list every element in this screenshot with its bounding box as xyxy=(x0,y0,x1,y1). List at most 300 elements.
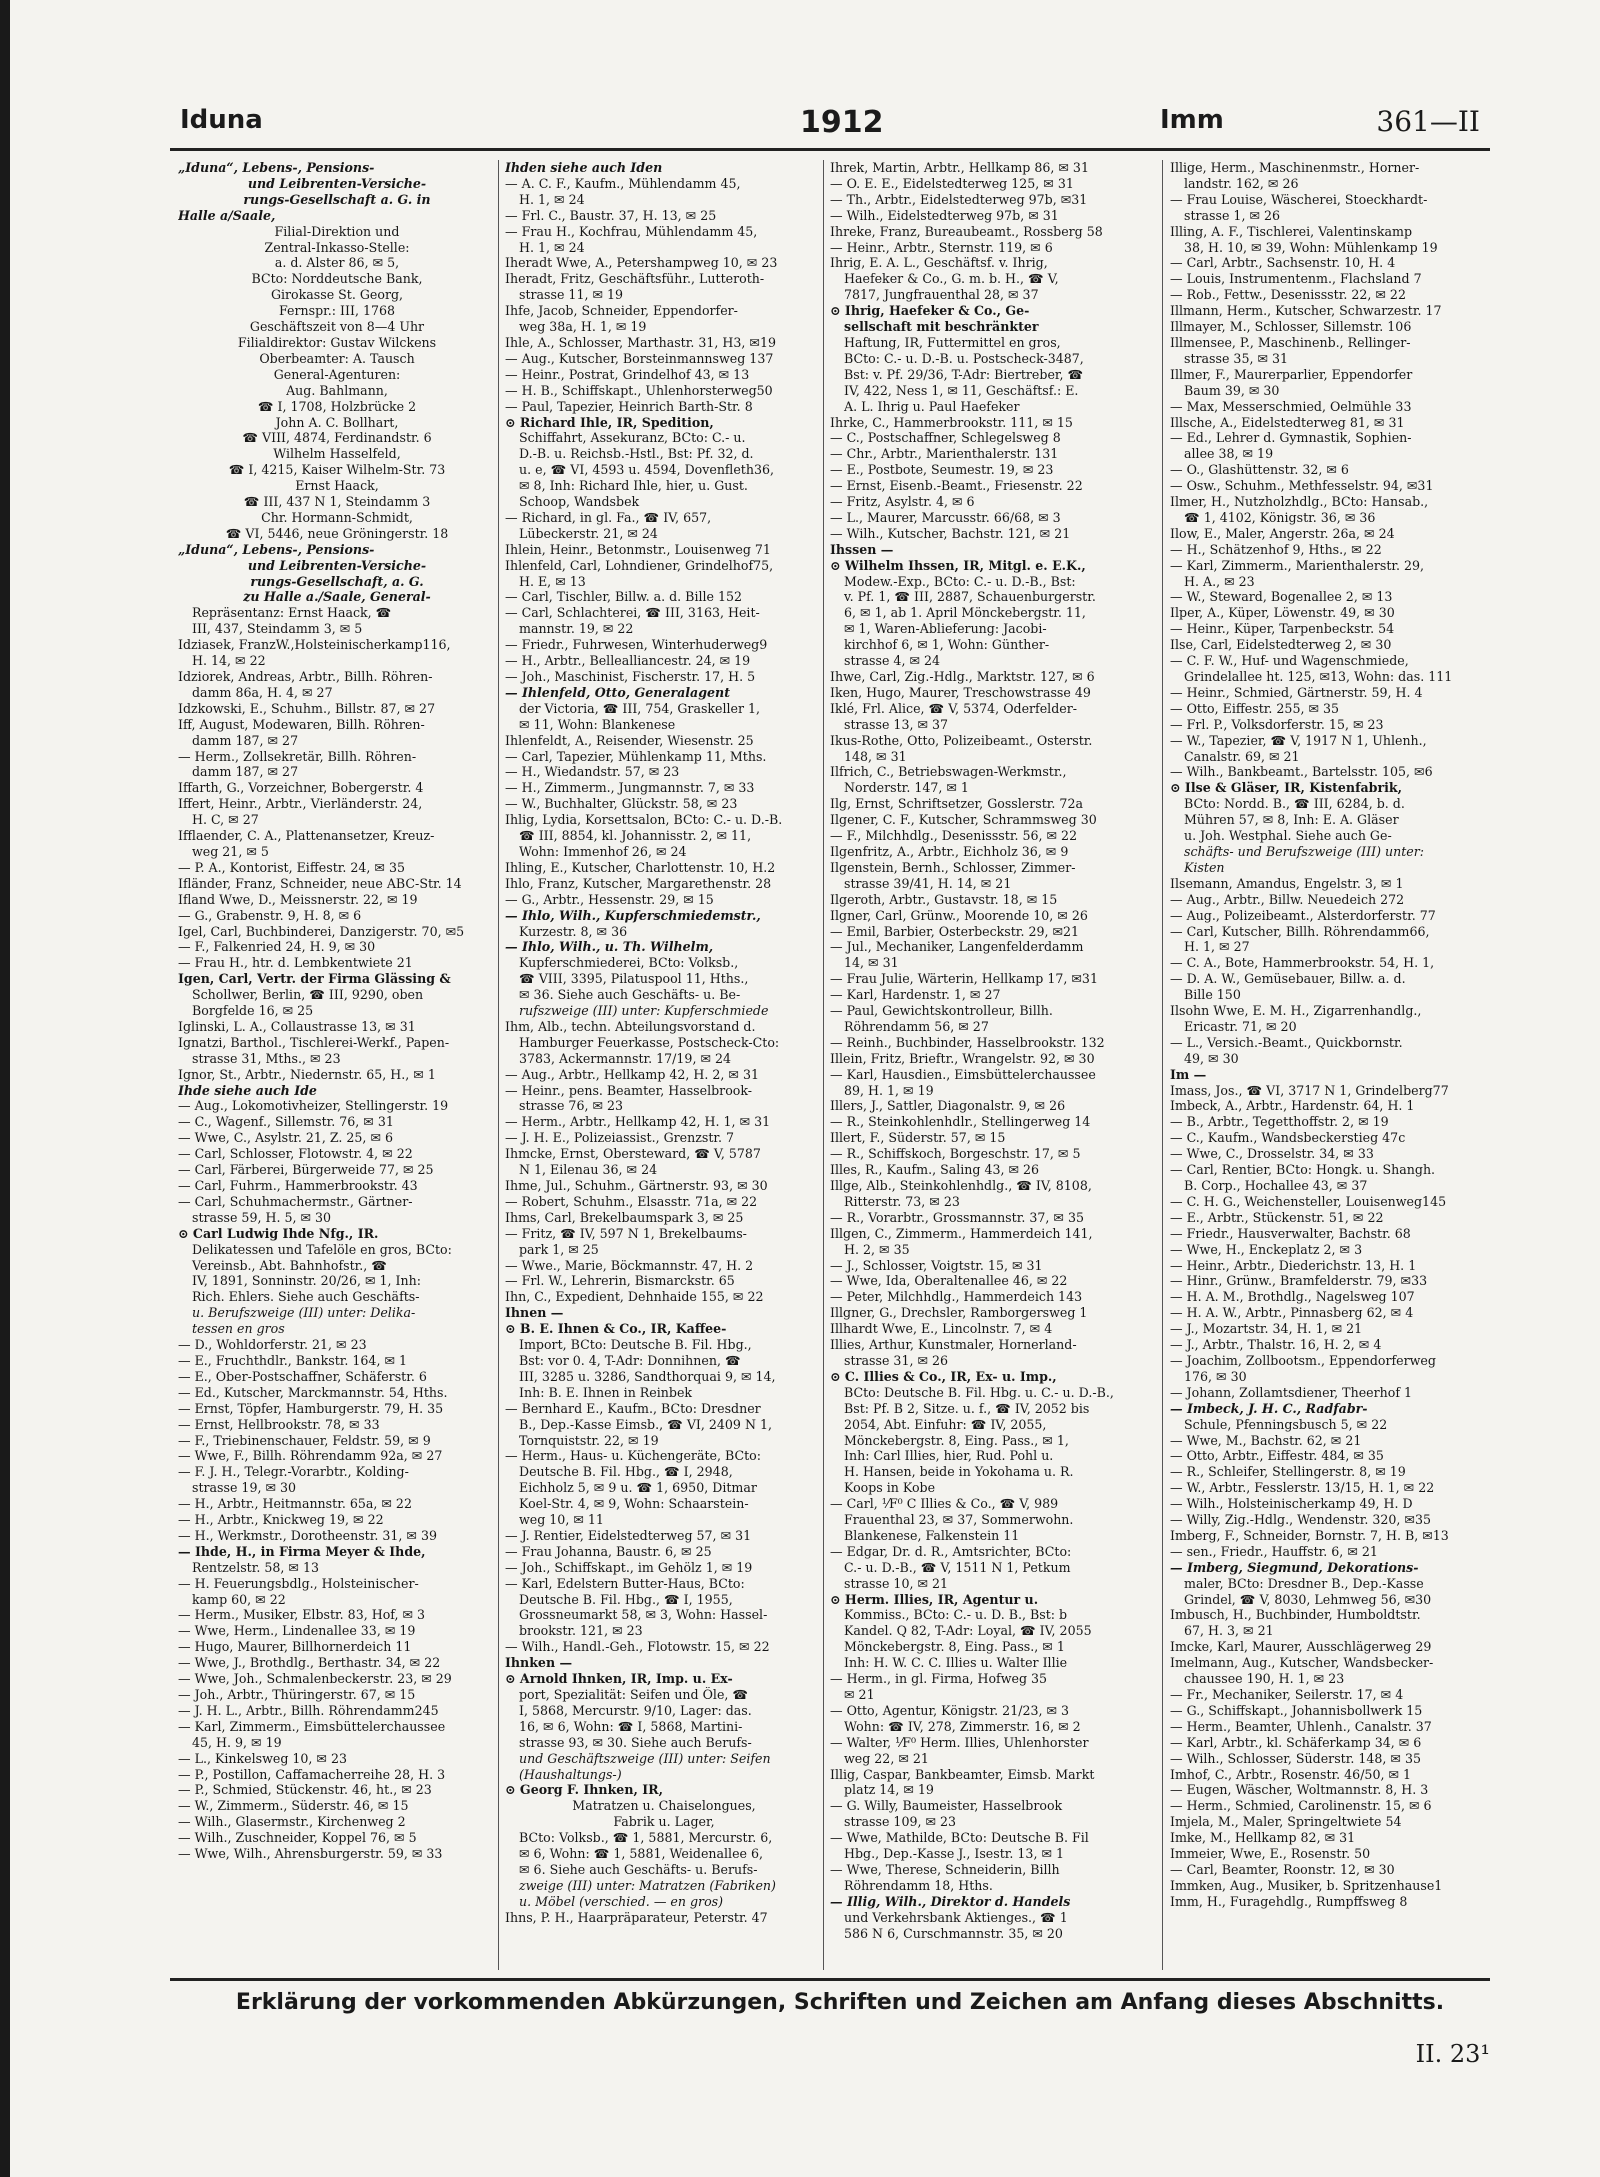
directory-entry-line: — Friedr., Hausverwalter, Bachstr. 68 xyxy=(1170,1225,1411,1241)
directory-column-1 xyxy=(178,160,496,1970)
directory-entry-line: Imbusch, H., Buchbinder, Humboldtstr. xyxy=(1170,1607,1421,1623)
directory-entry-line: Inh: Carl Illies, hier, Rud. Pohl u. xyxy=(844,1448,1054,1464)
directory-entry-line: ✉ 8, Inh: Richard Ihle, hier, u. Gust. xyxy=(519,478,748,494)
directory-entry-line: — Ihde, H., in Firma Meyer & Ihde, xyxy=(178,1543,426,1559)
directory-entry-line: — W., Steward, Bogenallee 2, ✉ 13 xyxy=(1170,589,1393,605)
directory-entry-line: Koel-Str. 4, ✉ 9, Wohn: Schaarstein- xyxy=(519,1496,749,1512)
directory-entry-line: Ihssen — xyxy=(830,541,894,557)
directory-entry-line: — Frl. P., Volksdorferstr. 15, ✉ 23 xyxy=(1170,716,1384,732)
directory-entry-line: — E., Ober-Postschaffner, Schäferstr. 6 xyxy=(178,1368,427,1384)
directory-entry-line: Ilmer, H., Nutzholzhdlg., BCto: Hansab., xyxy=(1170,494,1429,510)
directory-entry-line: Illing, A. F., Tischlerei, Valentinskamp xyxy=(1170,223,1413,239)
directory-entry-line: Bst: v. Pf. 29/36, T-Adr: Biertreber, ☎ xyxy=(844,366,1084,382)
directory-entry-line: Kupferschmiederei, BCto: Volksb., xyxy=(519,955,739,971)
directory-entry-line: — C., Wagenf., Sillemstr. 76, ✉ 31 xyxy=(178,1114,394,1130)
directory-entry-line: — F., Falkenried 24, H. 9, ✉ 30 xyxy=(178,939,376,955)
directory-entry-line: — Wwe, C., Drosselstr. 34, ✉ 33 xyxy=(1170,1146,1374,1162)
directory-entry-line: — Joh., Maschinist, Fischerstr. 17, H. 5 xyxy=(505,669,756,684)
directory-entry-line: Illmensee, P., Maschinenb., Rellinger- xyxy=(1170,334,1411,350)
directory-entry-line: — Wilh., Handl.-Geh., Flotowstr. 15, ✉ 22 xyxy=(505,1639,770,1655)
directory-entry-line: Borgfelde 16, ✉ 25 xyxy=(192,1003,314,1019)
directory-entry-line: — Aug., Lokomotivheizer, Stellingerstr. 19 xyxy=(178,1098,449,1114)
directory-entry-line: Illsche, A., Eidelstedterweg 81, ✉ 31 xyxy=(1170,414,1405,430)
directory-entry-line: Frauenthal 23, ✉ 37, Sommerwohn. xyxy=(844,1512,1074,1528)
directory-entry-line: Ilgner, Carl, Grünw., Moorende 10, ✉ 26 xyxy=(830,907,1088,923)
directory-entry-line: u. Joh. Westphal. Siehe auch Ge- xyxy=(1184,828,1392,844)
directory-entry-line: A. L. Ihrig u. Paul Haefeker xyxy=(844,398,1020,414)
directory-entry-line: — Wwe, Wilh., Ahrensburgerstr. 59, ✉ 33 xyxy=(178,1846,443,1862)
directory-entry-line: Ilgener, C. F., Kutscher, Schrammsweg 30 xyxy=(830,812,1097,828)
directory-entry-line: Fernspr.: III, 1768 xyxy=(278,303,396,319)
directory-entry-line: allee 38, ✉ 19 xyxy=(1184,446,1274,462)
directory-entry-line: — Frau H., htr. d. Lembkentwiete 21 xyxy=(178,955,413,971)
directory-entry-line: Chr. Hormann-Schmidt, xyxy=(261,509,413,525)
directory-entry-line: — Ed., Lehrer d. Gymnastik, Sophien- xyxy=(1170,430,1412,446)
directory-entry-line: — Aug., Arbtr., Billw. Neuedeich 272 xyxy=(1170,891,1405,907)
directory-entry-line: Illers, J., Sattler, Diagonalstr. 9, ✉ 26 xyxy=(830,1098,1066,1114)
directory-entry-line: — C. H. G., Weichensteller, Louisenweg145 xyxy=(1170,1193,1447,1209)
directory-entry-line: Canalstr. 69, ✉ 21 xyxy=(1184,748,1300,764)
directory-entry-line: Ilgenstein, Bernh., Schlosser, Zimmer- xyxy=(830,859,1076,875)
directory-entry-line: Aug. Bahlmann, xyxy=(286,382,388,398)
directory-entry-line: weg 22, ✉ 21 xyxy=(844,1750,929,1766)
directory-entry-line: Oberbeamter: A. Tausch xyxy=(259,350,415,366)
directory-entry-line: v. Pf. 1, ☎ III, 2887, Schauenburgerstr. xyxy=(844,589,1096,605)
directory-entry-line: Ilse, Carl, Eidelstedterweg 2, ✉ 30 xyxy=(1170,637,1392,653)
directory-entry-line: — Wwe, Herm., Lindenallee 33, ✉ 19 xyxy=(178,1623,416,1639)
directory-entry-line: Ihms, Carl, Brekelbaumspark 3, ✉ 25 xyxy=(505,1209,744,1225)
directory-entry-line: weg 21, ✉ 5 xyxy=(192,843,269,859)
directory-entry-line: BCto: C.- u. D.-B. u. Postscheck-3487, xyxy=(844,350,1084,366)
directory-entry-line: — H. B., Schiffskapt., Uhlenhorsterweg50 xyxy=(505,382,773,398)
directory-entry-line: — Carl, Beamter, Roonstr. 12, ✉ 30 xyxy=(1170,1861,1395,1877)
directory-entry-line: Illige, Herm., Maschinenmstr., Horner- xyxy=(1170,160,1420,175)
directory-entry-line: Deutsche B. Fil. Hbg., ☎ I, 2948, xyxy=(519,1464,733,1480)
directory-entry-line: — Frl. C., Baustr. 37, H. 13, ✉ 25 xyxy=(505,207,717,223)
directory-entry-line: Schoop, Wandsbek xyxy=(519,494,640,510)
directory-entry-line: — O. E. E., Eidelstedterweg 125, ✉ 31 xyxy=(830,175,1074,191)
directory-entry-line: — C., Postschaffner, Schlegelsweg 8 xyxy=(830,430,1061,446)
directory-entry-line: — Heinr., Küper, Tarpenbeckstr. 54 xyxy=(1170,621,1395,637)
directory-entry-line: strasse 76, ✉ 23 xyxy=(519,1098,624,1114)
directory-entry-line: ☎ 1, 4102, Königstr. 36, ✉ 36 xyxy=(1184,509,1376,525)
directory-entry-line: Imcke, Karl, Maurer, Ausschlägerweg 29 xyxy=(1170,1639,1432,1655)
directory-entry-line: — Carl, Schlachterei, ☎ III, 3163, Heit- xyxy=(505,605,760,621)
directory-column-3 xyxy=(830,160,1148,1970)
directory-entry-line: — Peter, Milchhdlg., Hammerdeich 143 xyxy=(830,1289,1083,1305)
directory-entry-line: Haefeker & Co., G. m. b. H., ☎ V, xyxy=(844,271,1059,287)
directory-entry-line: Zentral-Inkasso-Stelle: xyxy=(264,239,410,255)
directory-entry-line: — P. A., Kontorist, Eiffestr. 24, ✉ 35 xyxy=(178,859,406,875)
directory-entry-line: Ifflaender, C. A., Plattenansetzer, Kreuz- xyxy=(178,828,435,844)
directory-entry-line: 89, H. 1, ✉ 19 xyxy=(844,1082,934,1098)
directory-entry-line: — Johann, Zollamtsdiener, Theerhof 1 xyxy=(1170,1384,1412,1400)
directory-entry-line: — Wwe, Therese, Schneiderin, Billh xyxy=(830,1861,1060,1877)
directory-entry-line: 38, H. 10, ✉ 39, Wohn: Mühlenkamp 19 xyxy=(1184,239,1438,255)
directory-entry-line: — H. A. W., Arbtr., Pinnasberg 62, ✉ 4 xyxy=(1170,1305,1414,1321)
signature-mark: II. 23¹ xyxy=(1415,2040,1490,2068)
directory-entry-line: Ifland Wwe, D., Meissnerstr. 22, ✉ 19 xyxy=(178,891,418,907)
directory-entry-line: Grossneumarkt 58, ✉ 3, Wohn: Hassel- xyxy=(519,1607,768,1623)
directory-entry-line: Ignor, St., Arbtr., Niedernstr. 65, H., ✉ 1 xyxy=(178,1066,436,1082)
directory-entry-line: — R., Schleifer, Stellingerstr. 8, ✉ 19 xyxy=(1170,1464,1406,1480)
directory-entry-line: — Frl. W., Lehrerin, Bismarckstr. 65 xyxy=(505,1273,735,1289)
directory-entry-line: Eichholz 5, ✉ 9 u. ☎ 1, 6950, Ditmar xyxy=(519,1480,757,1496)
directory-entry-line: Imke, M., Hellkamp 82, ✉ 31 xyxy=(1170,1830,1356,1846)
directory-entry-line: Hamburger Feuerkasse, Postscheck-Cto: xyxy=(519,1034,780,1050)
directory-entry-line: Ifländer, Franz, Schneider, neue ABC-Str. 14 xyxy=(178,875,462,891)
directory-entry-line: — Ihlenfeld, Otto, Generalagent xyxy=(505,684,731,700)
directory-entry-line: H. C, ✉ 27 xyxy=(192,812,259,828)
directory-entry-line: ⊙ Arnold Ihnken, IR, Imp. u. Ex- xyxy=(505,1671,733,1687)
directory-entry-line: tessen en gros xyxy=(192,1321,285,1337)
directory-entry-line: — D., Wohldorferstr. 21, ✉ 23 xyxy=(178,1337,367,1353)
directory-entry-line: Igel, Carl, Buchbinderei, Danzigerstr. 70, ✉5 xyxy=(178,923,465,939)
directory-entry-line: — Carl, Kutscher, Billh. Röhrendamm66, xyxy=(1170,923,1430,939)
directory-entry-line: Röhrendamm 18, Hths. xyxy=(844,1877,993,1893)
directory-entry-line: Grindelallee ht. 125, ✉13, Wohn: das. 111 xyxy=(1184,669,1453,684)
directory-entry-line: ⊙ Georg F. Ihnken, IR, xyxy=(505,1782,663,1798)
directory-entry-line: damm 187, ✉ 27 xyxy=(192,732,299,748)
directory-entry-line: Illge, Alb., Steinkohlenhdlg., ☎ IV, 8108, xyxy=(830,1178,1092,1193)
directory-entry-line: Iff, August, Modewaren, Billh. Röhren- xyxy=(178,716,425,732)
directory-entry-line: — Joh., Schiffskapt., im Gehölz 1, ✉ 19 xyxy=(505,1559,753,1575)
directory-entry-line: Ihle, A., Schlosser, Marthastr. 31, H3, ✉19 xyxy=(505,334,776,350)
directory-entry-line: weg 38a, H. 1, ✉ 19 xyxy=(519,319,647,335)
directory-entry-line: Illies, Arthur, Kunstmaler, Hornerland- xyxy=(830,1337,1077,1353)
directory-entry-line: H. E, ✉ 13 xyxy=(519,573,586,589)
directory-entry-line: — Karl, Zimmerm., Marienthalerstr. 29, xyxy=(1170,557,1425,573)
directory-entry-line: BCto: Volksb., ☎ 1, 5881, Mercurstr. 6, xyxy=(519,1830,773,1846)
directory-entry-line: — J. H. E., Polizeiassist., Grenzstr. 7 xyxy=(505,1130,735,1146)
directory-entry-line: Ihns, P. H., Haarpräparateur, Peterstr. 47 xyxy=(505,1909,768,1925)
directory-entry-line: Ihreke, Franz, Bureaubeamt., Rossberg 58 xyxy=(830,223,1103,239)
directory-entry-line: — E., Arbtr., Stückenstr. 51, ✉ 22 xyxy=(1170,1209,1384,1225)
directory-entry-line: Ihrig, E. A. L., Geschäftsf. v. Ihrig, xyxy=(830,255,1048,271)
directory-entry-line: Ihlig, Lydia, Korsettsalon, BCto: C.- u. D.-B. xyxy=(505,812,783,828)
directory-entry-line: strasse 10, ✉ 21 xyxy=(844,1575,949,1591)
directory-entry-line: — Ed., Kutscher, Marckmannstr. 54, Hths. xyxy=(178,1384,448,1400)
directory-entry-line: Ihnen — xyxy=(505,1305,564,1321)
directory-entry-line: — Wwe, F., Billh. Röhrendamm 92a, ✉ 27 xyxy=(178,1448,443,1464)
directory-entry-line: Kandel. Q 82, T-Adr: Loyal, ☎ IV, 2055 xyxy=(844,1623,1092,1639)
directory-entry-line: strasse 4, ✉ 24 xyxy=(844,653,941,669)
directory-entry-line: 148, ✉ 31 xyxy=(844,748,907,764)
directory-entry-line: Bille 150 xyxy=(1184,987,1241,1003)
directory-entry-line: Ignatzi, Barthol., Tischlerei-Werkf., Papen- xyxy=(178,1034,450,1050)
directory-entry-line: Illes, R., Kaufm., Saling 43, ✉ 26 xyxy=(830,1162,1040,1178)
directory-entry-line: u. Berufszweige (III) unter: Delika- xyxy=(192,1305,416,1321)
directory-entry-line: Ihm, Alb., techn. Abteilungsvorstand d. xyxy=(505,1018,756,1034)
directory-entry-line: — Carl, Fuhrm., Hammerbrookstr. 43 xyxy=(178,1178,418,1193)
directory-entry-line: General-Agenturen: xyxy=(273,366,401,382)
directory-entry-line: Ihlenfeld, Carl, Lohndiener, Grindelhof75, xyxy=(505,557,774,573)
directory-entry-line: — Carl, Schuhmachermstr., Gärtner- xyxy=(178,1193,413,1209)
directory-entry-line: — Ihlo, Wilh., u. Th. Wilhelm, xyxy=(505,939,714,955)
directory-entry-line: Grindel, ☎ V, 8030, Lehmweg 56, ✉30 xyxy=(1184,1591,1432,1607)
directory-entry-line: — H. Feuerungsbdlg., Holsteinischer- xyxy=(178,1575,419,1591)
directory-entry-line: Wohn: ☎ IV, 278, Zimmerstr. 16, ✉ 2 xyxy=(844,1718,1081,1734)
directory-entry-line: — G., Grabenstr. 9, H. 8, ✉ 6 xyxy=(178,907,362,923)
directory-entry-line: Inh: B. E. Ihnen in Reinbek xyxy=(519,1384,693,1400)
header-left-term: Iduna xyxy=(180,105,263,135)
directory-entry-line: Imelmann, Aug., Kutscher, Wandsbecker- xyxy=(1170,1655,1434,1671)
directory-entry-line: — Robert, Schuhm., Elsasstr. 71a, ✉ 22 xyxy=(505,1193,758,1209)
directory-entry-line: — R., Schiffskoch, Borgeschstr. 17, ✉ 5 xyxy=(830,1146,1081,1162)
directory-entry-line: Girokasse St. Georg, xyxy=(270,287,404,303)
directory-entry-line: — Frau H., Kochfrau, Mühlendamm 45, xyxy=(505,223,758,239)
directory-entry-line: Ihde siehe auch Ide xyxy=(178,1082,317,1098)
directory-entry-line: — Heinr., Postrat, Grindelhof 43, ✉ 13 xyxy=(505,366,750,382)
directory-entry-line: Delikatessen und Tafelöle en gros, BCto: xyxy=(192,1241,452,1257)
directory-entry-line: — R., Steinkohlenhdlr., Stellingerweg 14 xyxy=(830,1114,1091,1130)
header-year: 1912 xyxy=(800,105,884,140)
directory-entry-line: — Carl, Färberei, Bürgerweide 77, ✉ 25 xyxy=(178,1162,434,1178)
directory-entry-line: — O., Glashüttenstr. 32, ✉ 6 xyxy=(1170,462,1349,478)
directory-entry-line: Illein, Fritz, Brieftr., Wrangelstr. 92, ✉ 30 xyxy=(830,1050,1095,1066)
directory-entry-line: Ihrke, C., Hammerbrookstr. 111, ✉ 15 xyxy=(830,414,1073,430)
directory-entry-line: — Herm., Haus- u. Küchengeräte, BCto: xyxy=(505,1448,761,1464)
directory-entry-line: Kurzestr. 8, ✉ 36 xyxy=(519,923,628,939)
footer-rule xyxy=(170,1978,1490,1981)
directory-entry-line: Ilgeroth, Arbtr., Gustavstr. 18, ✉ 15 xyxy=(830,891,1058,907)
directory-entry-line: Ilg, Ernst, Schriftsetzer, Gosslerstr. 72a xyxy=(830,796,1083,812)
directory-entry-line: Iken, Hugo, Maurer, Treschowstrasse 49 xyxy=(830,684,1091,700)
directory-entry-line: strasse 35, ✉ 31 xyxy=(1184,350,1289,366)
directory-entry-line: Wohn: Immenhof 26, ✉ 24 xyxy=(519,843,687,859)
directory-entry-line: 49, ✉ 30 xyxy=(1184,1050,1239,1066)
directory-entry-line: 6, ✉ 1, ab 1. April Mönckebergstr. 11, xyxy=(844,605,1086,621)
directory-entry-line: BCto: Deutsche B. Fil. Hbg. u. C.- u. D.-B., xyxy=(844,1384,1114,1400)
directory-entry-line: — J. Rentier, Eidelstedterweg 57, ✉ 31 xyxy=(505,1527,752,1543)
directory-entry-line: — W., Tapezier, ☎ V, 1917 N 1, Uhlenh., xyxy=(1170,732,1427,748)
directory-entry-line: Mönckebergstr. 8, Eing. Pass., ✉ 1 xyxy=(844,1639,1065,1655)
directory-entry-line: — Wwe, Mathilde, BCto: Deutsche B. Fil xyxy=(830,1830,1089,1846)
directory-entry-line: Hbg., Dep.-Kasse J., Isestr. 13, ✉ 1 xyxy=(844,1846,1065,1862)
directory-entry-line: Matratzen u. Chaiselongues, xyxy=(572,1798,756,1814)
directory-entry-line: Ilper, A., Küper, Löwenstr. 49, ✉ 30 xyxy=(1170,605,1395,621)
directory-entry-line: — Wwe, Ida, Oberaltenallee 46, ✉ 22 xyxy=(830,1273,1068,1289)
directory-entry-line: strasse 31, Mths., ✉ 23 xyxy=(192,1050,341,1066)
directory-entry-line: ☎ III, 8854, kl. Johannisstr. 2, ✉ 11, xyxy=(519,828,752,844)
directory-entry-line: Imass, Jos., ☎ VI, 3717 N 1, Grindelberg77 xyxy=(1170,1082,1449,1098)
directory-entry-line: Tornquiststr. 22, ✉ 19 xyxy=(519,1432,659,1448)
directory-entry-line: — Bernhard E., Kaufm., BCto: Dresdner xyxy=(505,1400,761,1416)
directory-entry-line: ☎ I, 1708, Holzbrücke 2 xyxy=(257,398,417,414)
directory-entry-line: brookstr. 121, ✉ 23 xyxy=(519,1623,643,1639)
directory-entry-line: ☎ VIII, 4874, Ferdinandstr. 6 xyxy=(242,430,432,446)
directory-entry-line: 16, ✉ 6, Wohn: ☎ I, 5868, Martini- xyxy=(519,1718,743,1734)
directory-entry-line: a. d. Alster 86, ✉ 5, xyxy=(274,255,400,271)
directory-entry-line: — A. C. F., Kaufm., Mühlendamm 45, xyxy=(505,175,741,191)
directory-entry-line: ✉ 11, Wohn: Blankenese xyxy=(519,716,676,732)
directory-entry-line: — Heinr., Arbtr., Sternstr. 119, ✉ 6 xyxy=(830,239,1053,255)
directory-entry-line: — W., Zimmerm., Süderstr. 46, ✉ 15 xyxy=(178,1798,409,1814)
directory-entry-line: — H., Schätzenhof 9, Hths., ✉ 22 xyxy=(1170,541,1382,557)
directory-entry-line: — Jul., Mechaniker, Langenfelderdamm xyxy=(830,939,1084,955)
directory-entry-line: — Wwe, Joh., Schmalenbeckerstr. 23, ✉ 29 xyxy=(178,1671,452,1687)
directory-entry-line: Ilgenfritz, A., Arbtr., Eichholz 36, ✉ 9 xyxy=(830,843,1069,859)
directory-entry-line: Iheradt Wwe, A., Petershampweg 10, ✉ 23 xyxy=(505,255,778,271)
directory-entry-line: H. 14, ✉ 22 xyxy=(192,653,266,669)
directory-entry-line: Ihden siehe auch Iden xyxy=(505,160,663,175)
directory-entry-line: H. Hansen, beide in Yokohama u. R. xyxy=(844,1464,1074,1480)
directory-entry-line: — Wilh., Zuschneider, Koppel 76, ✉ 5 xyxy=(178,1830,417,1846)
directory-entry-line: sellschaft mit beschränkter xyxy=(844,319,1039,335)
directory-entry-line: — G. Willy, Baumeister, Hasselbrook xyxy=(830,1798,1063,1814)
directory-entry-line: 2054, Abt. Einfuhr: ☎ IV, 2055, xyxy=(844,1416,1047,1432)
directory-entry-line: — Joh., Arbtr., Thüringerstr. 67, ✉ 15 xyxy=(178,1687,416,1702)
directory-entry-line: — Chr., Arbtr., Marienthalerstr. 131 xyxy=(830,446,1059,462)
directory-entry-line: — Richard, in gl. Fa., ☎ IV, 657, xyxy=(505,509,712,525)
directory-entry-line: ✉ 21 xyxy=(844,1687,875,1702)
directory-entry-line: BCto: Nordd. B., ☎ III, 6284, b. d. xyxy=(1184,796,1405,812)
directory-entry-line: chaussee 190, H. 1, ✉ 23 xyxy=(1184,1671,1345,1687)
directory-entry-line: Ilfrich, C., Betriebswagen-Werkmstr., xyxy=(830,764,1067,780)
directory-entry-line: — E., Postbote, Seumestr. 19, ✉ 23 xyxy=(830,462,1054,478)
directory-entry-line: ☎ III, 437 N 1, Steindamm 3 xyxy=(243,494,431,510)
directory-entry-line: — Carl, Rentier, BCto: Hongk. u. Shangh. xyxy=(1170,1162,1436,1178)
directory-entry-line: ☎ I, 4215, Kaiser Wilhelm-Str. 73 xyxy=(228,462,446,478)
directory-entry-line: Illig, Caspar, Bankbeamter, Eimsb. Markt xyxy=(830,1766,1095,1782)
directory-entry-line: Ilsemann, Amandus, Engelstr. 3, ✉ 1 xyxy=(1170,875,1404,891)
directory-entry-line: — Carl, Arbtr., Sachsenstr. 10, H. 4 xyxy=(1170,255,1396,271)
directory-entry-line: — Wilh., Schlosser, Süderstr. 148, ✉ 35 xyxy=(1170,1750,1421,1766)
directory-entry-line: Bst: Pf. B 2, Sitze. u. f., ☎ IV, 2052 bis xyxy=(844,1400,1090,1416)
directory-entry-line: Koops in Kobe xyxy=(844,1480,936,1496)
directory-entry-line: BCto: Norddeutsche Bank, xyxy=(251,271,423,287)
directory-entry-line: Haftung, IR, Futtermittel en gros, xyxy=(844,334,1061,350)
directory-entry-line: — F. J. H., Telegr.-Vorarbtr., Kolding- xyxy=(178,1464,409,1480)
directory-entry-line: ☎ VI, 5446, neue Gröningerstr. 18 xyxy=(225,525,449,541)
directory-entry-line: port, Spezialität: Seifen und Öle, ☎ xyxy=(519,1687,749,1702)
directory-entry-line: Imjela, M., Maler, Springeltwiete 54 xyxy=(1170,1814,1402,1830)
directory-entry-line: Iffert, Heinr., Arbtr., Vierländerstr. 24, xyxy=(178,796,423,812)
column-divider xyxy=(1162,160,1163,1970)
directory-entry-line: — Walter, ⅟F⁰ Herm. Illies, Uhlenhorster xyxy=(830,1734,1089,1750)
directory-entry-line: H. 1, ✉ 27 xyxy=(1184,939,1250,955)
directory-entry-line: B., Dep.-Kasse Eimsb., ☎ VI, 2409 N 1, xyxy=(519,1416,772,1432)
directory-entry-line: — D. A. W., Gemüsebauer, Billw. a. d. xyxy=(1170,971,1406,987)
directory-entry-line: — H., Arbtr., Heitmannstr. 65a, ✉ 22 xyxy=(178,1496,412,1512)
directory-entry-line: Idziasek, FranzW.,Holsteinischerkamp116, xyxy=(178,637,451,653)
directory-entry-line: und Geschäftszweige (III) unter: Seifen xyxy=(519,1750,771,1766)
directory-entry-line: Ikus-Rothe, Otto, Polizeibeamt., Osterstr. xyxy=(830,732,1093,748)
directory-entry-line: ⊙ B. E. Ihnen & Co., IR, Kaffee- xyxy=(505,1321,727,1337)
directory-entry-line: — R., Vorarbtr., Grossmannstr. 37, ✉ 35 xyxy=(830,1209,1084,1225)
directory-entry-line: Rich. Ehlers. Siehe auch Geschäfts- xyxy=(192,1289,420,1305)
directory-entry-line: kamp 60, ✉ 22 xyxy=(192,1591,286,1607)
directory-entry-line: H. 2, ✉ 35 xyxy=(844,1241,910,1257)
directory-entry-line: Vereinsb., Abt. Bahnhofstr., ☎ xyxy=(192,1257,387,1273)
directory-entry-line: Mönckebergstr. 8, Eing. Pass., ✉ 1, xyxy=(844,1432,1069,1448)
directory-entry-line: — Karl, Arbtr., kl. Schäferkamp 34, ✉ 6 xyxy=(1170,1734,1422,1750)
directory-entry-line: Wilhelm Hasselfeld, xyxy=(273,446,401,462)
directory-entry-line: schäfts- und Berufszweige (III) unter: xyxy=(1184,843,1424,859)
directory-entry-line: Filialdirektor: Gustav Wilckens xyxy=(237,334,437,350)
directory-entry-line: Idzkowski, E., Schuhm., Billstr. 87, ✉ 27 xyxy=(178,700,436,716)
directory-entry-line: rungs-Gesellschaft a. G. in xyxy=(243,191,431,207)
directory-entry-line: — Eugen, Wäscher, Woltmannstr. 8, H. 3 xyxy=(1170,1782,1429,1798)
directory-entry-line: ✉ 1, Waren-Ablieferung: Jacobi- xyxy=(844,621,1047,637)
directory-entry-line: — Herm., Schmied, Carolinenstr. 15, ✉ 6 xyxy=(1170,1798,1432,1814)
directory-entry-line: Imbeck, A., Arbtr., Hardenstr. 64, H. 1 xyxy=(1170,1098,1415,1114)
directory-entry-line: Röhrendamm 56, ✉ 27 xyxy=(844,1018,989,1034)
directory-entry-line: — P., Schmied, Stückenstr. 46, ht., ✉ 23 xyxy=(178,1782,432,1798)
directory-entry-line: und Verkehrsbank Aktienges., ☎ 1 xyxy=(844,1909,1068,1925)
directory-entry-line: Ihfe, Jacob, Schneider, Eppendorfer- xyxy=(505,303,738,319)
directory-entry-line: Ihme, Jul., Schuhm., Gärtnerstr. 93, ✉ 30 xyxy=(505,1178,768,1193)
directory-entry-line: park 1, ✉ 25 xyxy=(519,1241,599,1257)
directory-entry-line: ⊙ Wilhelm Ihssen, IR, Mitgl. e. E.K., xyxy=(830,557,1086,573)
directory-entry-line: — G., Arbtr., Hessenstr. 29, ✉ 15 xyxy=(505,891,714,907)
directory-entry-line: — Karl, Edelstern Butter-Haus, BCto: xyxy=(505,1575,745,1591)
directory-entry-line: strasse 109, ✉ 23 xyxy=(844,1814,957,1830)
column-divider xyxy=(823,160,824,1970)
directory-entry-line: strasse 13, ✉ 37 xyxy=(844,716,949,732)
directory-entry-line: — Ernst, Eisenb.-Beamt., Friesenstr. 22 xyxy=(830,478,1083,494)
directory-entry-line: — Aug., Arbtr., Hellkamp 42, H. 2, ✉ 31 xyxy=(505,1066,760,1082)
directory-entry-line: — Willy, Zig.-Hdlg., Wendenstr. 320, ✉35 xyxy=(1170,1512,1431,1528)
directory-entry-line: Ihrek, Martin, Arbtr., Hellkamp 86, ✉ 31 xyxy=(830,160,1089,175)
directory-entry-line: Fabrik u. Lager, xyxy=(613,1814,715,1830)
directory-entry-line: — B., Arbtr., Tegetthoffstr. 2, ✉ 19 xyxy=(1170,1114,1389,1130)
directory-entry-line: — Ihlo, Wilh., Kupferschmiedemstr., xyxy=(505,907,761,923)
directory-entry-line: — Wilh., Eidelstedterweg 97b, ✉ 31 xyxy=(830,207,1059,223)
directory-entry-line: — Paul, Gewichtskontrolleur, Billh. xyxy=(830,1003,1053,1019)
directory-entry-line: — J. H. L., Arbtr., Billh. Röhrendamm245 xyxy=(178,1702,439,1718)
directory-entry-line: damm 86a, H. 4, ✉ 27 xyxy=(192,684,333,700)
directory-entry-line: — W., Arbtr., Fesslerstr. 13/15, H. 1, ✉ 22 xyxy=(1170,1480,1435,1496)
directory-entry-line: 45, H. 9, ✉ 19 xyxy=(192,1734,282,1750)
directory-entry-line: — Osw., Schuhm., Methfesselstr. 94, ✉31 xyxy=(1170,478,1434,494)
directory-entry-line: Idziorek, Andreas, Arbtr., Billh. Röhren- xyxy=(178,669,433,684)
directory-entry-line: — Wilh., Bankbeamt., Bartelsstr. 105, ✉6 xyxy=(1170,764,1433,780)
directory-entry-line: ⊙ Ilse & Gläser, IR, Kistenfabrik, xyxy=(1170,780,1402,796)
directory-entry-line: — Fritz, Asylstr. 4, ✉ 6 xyxy=(830,494,975,510)
directory-entry-line: Iglinski, L. A., Collaustrasse 13, ✉ 31 xyxy=(178,1018,416,1034)
directory-entry-line: strasse 31, ✉ 26 xyxy=(844,1352,949,1368)
directory-entry-line: B. Corp., Hochallee 43, ✉ 37 xyxy=(1184,1178,1368,1193)
directory-entry-line: Kommiss., BCto: C.- u. D. B., Bst: b xyxy=(844,1607,1068,1623)
directory-entry-line: u. Möbel (verschied. — en gros) xyxy=(519,1893,724,1909)
directory-entry-line: zweige (III) unter: Matratzen (Fabriken) xyxy=(519,1877,776,1893)
directory-entry-line: Blankenese, Falkenstein 11 xyxy=(844,1527,1020,1543)
directory-entry-line: maler, BCto: Dresdner B., Dep.-Kasse xyxy=(1184,1575,1424,1591)
directory-entry-line: — H., Wiedandstr. 57, ✉ 23 xyxy=(505,764,680,780)
directory-entry-line: — C. F. W., Huf- und Wagenschmiede, xyxy=(1170,653,1409,669)
header-page-number: 361—II xyxy=(1376,105,1480,138)
directory-entry-line: — Aug., Kutscher, Borsteinmannsweg 137 xyxy=(505,350,774,366)
page-edge-shadow xyxy=(0,0,10,2177)
directory-entry-line: — L., Versich.-Beamt., Quickbornstr. xyxy=(1170,1034,1403,1050)
directory-entry-line: — Herm., Beamter, Uhlenh., Canalstr. 37 xyxy=(1170,1718,1432,1734)
directory-entry-line: Ihnken — xyxy=(505,1655,573,1671)
directory-entry-line: — Th., Arbtr., Eidelstedterweg 97b, ✉31 xyxy=(830,191,1088,207)
directory-entry-line: Rentzelstr. 58, ✉ 13 xyxy=(192,1559,320,1575)
directory-entry-line: — J., Arbtr., Thalstr. 16, H. 2, ✉ 4 xyxy=(1170,1337,1382,1353)
directory-entry-line: — Imberg, Siegmund, Dekorations- xyxy=(1170,1559,1419,1575)
directory-entry-line: „Iduna“, Lebens-, Pensions- xyxy=(178,541,375,557)
directory-entry-line: Imberg, F., Schneider, Bornstr. 7, H. B, ✉13 xyxy=(1170,1527,1449,1543)
directory-entry-line: rungs-Gesellschaft, a. G. xyxy=(250,573,424,589)
directory-entry-line: Illhardt Wwe, E., Lincolnstr. 7, ✉ 4 xyxy=(830,1321,1053,1337)
directory-entry-line: — Wilh., Glasermstr., Kirchenweg 2 xyxy=(178,1814,406,1830)
directory-entry-line: Repräsentanz: Ernst Haack, ☎ xyxy=(192,605,392,621)
header-right-term: Imm xyxy=(1160,105,1224,135)
directory-entry-line: — Emil, Barbier, Osterbeckstr. 29, ✉21 xyxy=(830,923,1080,939)
directory-entry-line: 67, H. 3, ✉ 21 xyxy=(1184,1623,1274,1639)
